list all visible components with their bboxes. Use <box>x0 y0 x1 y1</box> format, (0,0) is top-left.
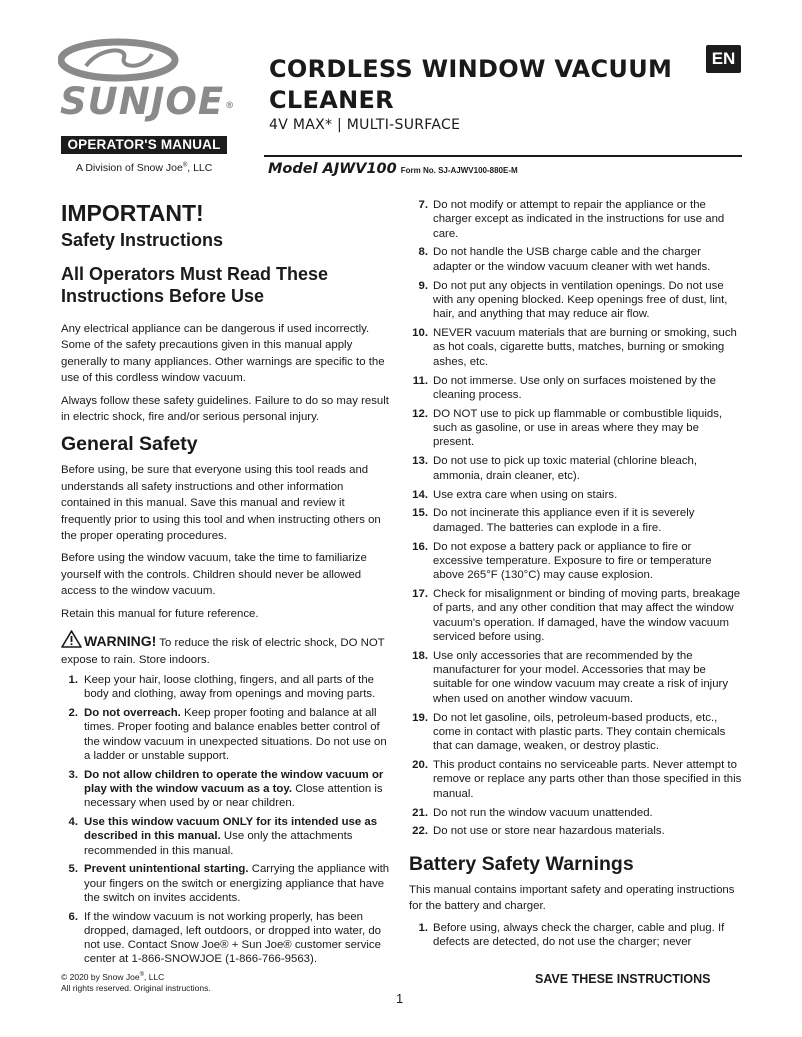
list-item: 10. NEVER vacuum materials that are burning or smoking, such as hot coals, cigarette butts, matches, burning or smoking ashes, etc. <box>412 327 737 368</box>
list-item: 16. Do not expose a battery pack or appliance to fire or excessive temperature. Exposure to fire or temperature above 265°F (130°C) may cause explosion. <box>412 540 712 582</box>
language-badge: EN <box>706 45 741 73</box>
list-item: 22. Do not use or store near hazardous materials. <box>412 825 665 838</box>
battery-safety-heading: Battery Safety Warnings <box>409 852 634 875</box>
list-item: 2. Do not overreach. Keep proper footing and balance at all times. Proper footing and balance enables better control of the window vacuum in unexpected situations. Do not use on a ladder or unstable support. <box>68 707 387 762</box>
safety-instructions-heading: Safety Instructions <box>61 230 224 250</box>
list-item: 11. Do not immerse. Use only on surfaces moistened by the cleaning process. <box>412 374 716 401</box>
general-safety-heading: General Safety <box>61 433 198 456</box>
warning-notice <box>61 630 391 669</box>
list-item: 3. Do not allow children to operate the window vacuum or play with the window vacuum as a toy. Close attention is necessary when used by or near children. <box>68 768 384 810</box>
warning-text: To reduce the risk of electric shock, DO NOT expose to rain. Store indoors. <box>61 637 385 667</box>
sunjoe-logo-icon <box>58 38 180 82</box>
list-item: 13. Do not use to pick up toxic material (chlorine bleach, ammonia, drain cleaner, etc). <box>412 455 698 482</box>
safety-rules-list-right <box>409 198 742 839</box>
general-safety-paragraph: Before using the window vacuum, take the time to familiarize yourself with the controls. Children should never be allowed access to the window vacuum. <box>61 552 367 598</box>
list-item: 6. If the window vacuum is not working properly, has been dropped, damaged, left outdoors, or dropped into water, do not use. Contact Snow Joe® + Sun Joe® customer service center at 1-866-SNOWJOE (1-866-766-9563). <box>68 910 381 966</box>
list-item: 17. Check for misalignment or binding of moving parts, breakage of parts, and any other condition that may affect the window vacuum's operation. If damaged, have the window vacuum serviced before using. <box>412 588 741 643</box>
model-number: Model AJWV100 <box>268 161 397 177</box>
list-item: 14. Use extra care when using on stairs. <box>412 488 618 501</box>
battery-rules-list <box>409 921 742 950</box>
intro-paragraph: Always follow these safety guidelines. Failure to do so may result in electric shock, fire and/or serious personal injury. <box>61 394 389 424</box>
list-item: 15. Do not incinerate this appliance even if it is severely damaged. The batteries can explode in a fire. <box>412 507 695 534</box>
page-number: 1 <box>396 991 404 1006</box>
list-item: 18. Use only accessories that are recommended by the manufacturer for your model. Accessories that may be suitable for one window vacuum may create a risk of injury when used on another window vacuum. <box>412 649 729 705</box>
save-instructions-note: SAVE THESE INSTRUCTIONS <box>535 972 711 986</box>
list-item: 1. Before using, always check the charger, cable and plug. If defects are detected, do not use the charger; never <box>418 921 725 948</box>
warning-triangle-icon <box>61 630 82 648</box>
header-divider <box>264 155 742 157</box>
list-item: 7. Do not modify or attempt to repair the appliance or the charger except as indicated in the instructions for use and care. <box>418 199 725 240</box>
model-line <box>268 161 518 177</box>
form-number: Form No. SJ-AJWV100-880E-M <box>400 166 518 175</box>
list-item: 1. Keep your hair, loose clothing, fingers, and all parts of the body and clothing, away from openings and moving parts. <box>68 674 376 701</box>
right-column <box>409 198 742 954</box>
operators-manual-label: OPERATOR'S MANUAL <box>61 136 227 154</box>
product-subtitle: 4V MAX* | MULTI-SURFACE <box>269 117 461 133</box>
product-title: CORDLESS WINDOW VACUUM CLEANER <box>269 55 673 114</box>
intro-paragraph: Any electrical appliance can be dangerous if used incorrectly. Some of the safety precautions given in this manual apply generally to many appliances. Other warnings are specific to the use of this cordless window vacuum. <box>61 323 385 385</box>
copyright-notice: © 2020 by Snow Joe®, LLC All rights reserved. Original instructions. <box>61 971 211 993</box>
list-item: 9. Do not put any objects in ventilation openings. Do not use with any opening blocked. Keep openings free of dust, lint, hair, and anything that may reduce air flow. <box>418 279 728 321</box>
safety-rules-list-left <box>61 673 391 967</box>
warning-label: WARNING! <box>84 633 157 650</box>
important-heading: IMPORTANT! <box>61 200 204 226</box>
list-item: 5. Prevent unintentional starting. Carrying the appliance with your fingers on the switch or energizing appliance that have the switch on invites accidents. <box>68 863 390 904</box>
general-safety-paragraph: Retain this manual for future reference. <box>61 607 259 620</box>
battery-safety-paragraph: This manual contains important safety and operating instructions for the battery and charger. <box>409 883 735 913</box>
list-item: 4. Use this window vacuum ONLY for its intended use as described in this manual. Use only the attachments recommended in this manual. <box>68 815 378 857</box>
all-operators-heading: All Operators Must Read These Instructions Before Use <box>61 264 329 306</box>
list-item: 20. This product contains no serviceable parts. Never attempt to remove or replace any parts other than those specified in this manual. <box>412 759 742 800</box>
list-item: 21. Do not run the window vacuum unattended. <box>412 806 653 819</box>
list-item: 19. Do not let gasoline, oils, petroleum-based products, etc., come in contact with plastic parts. They contain chemicals that can damage, weaken, or destroy plastic. <box>412 711 726 753</box>
division-note: A Division of Snow Joe®, LLC <box>76 162 213 174</box>
general-safety-paragraph: Before using, be sure that everyone using this tool reads and understands all safety instructions and other information contained in this manual. Save this manual and review it frequently prior to using this tool and when instructing others on the proper operating procedures. <box>61 464 381 543</box>
list-item: 12. DO NOT use to pick up flammable or combustible liquids, such as gasoline, or use in areas where they may be present. <box>412 407 723 449</box>
list-item: 8. Do not handle the USB charge cable and the charger adapter or the window vacuum cleaner with wet hands. <box>418 246 711 273</box>
left-column <box>61 198 391 971</box>
brand-wordmark: SUNJOE® <box>60 80 236 123</box>
